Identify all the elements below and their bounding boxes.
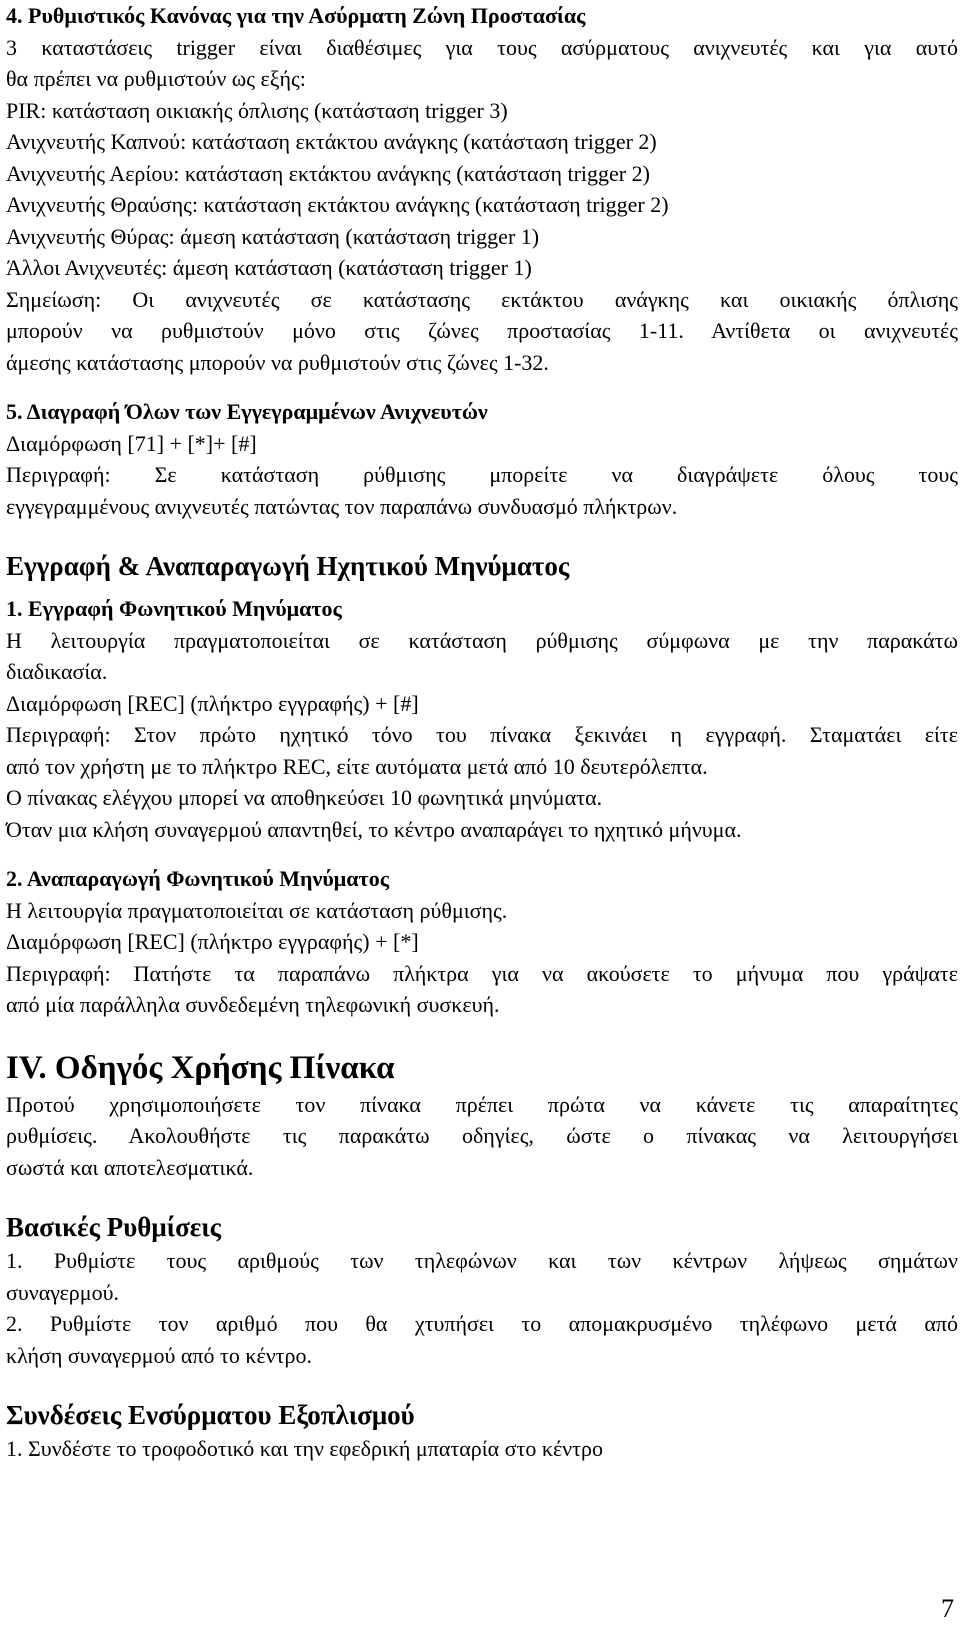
section-4-intro-line-2: θα πρέπει να ρυθμιστούν ως εξής: — [6, 66, 306, 91]
section-5-description-line-1: Περιγραφή: Σε κατάσταση ρύθμισης μπορείτε να διαγράψετε όλους τους — [6, 462, 958, 487]
record-message-line-1: Η λειτουργία πραγματοποιείται σε κατάσταση ρύθμισης σύμφωνα με την παρακάτω — [6, 627, 958, 653]
detector-item-pir: PIR: κατάσταση οικιακής όπλισης (κατάσταση trigger 3) — [6, 97, 508, 123]
record-message-heading: 1. Εγγραφή Φωνητικού Μηνύματος — [6, 596, 342, 621]
record-message-config: Διαμόρφωση [REC] (πλήκτρο εγγραφής) + [#] — [6, 690, 419, 716]
record-message-line-2: διαδικασία. — [6, 659, 108, 684]
playback-message-heading: 2. Αναπαραγωγή Φωνητικού Μηνύματος — [6, 866, 389, 891]
user-guide-line-3: σωστά και αποτελεσματικά. — [6, 1154, 254, 1180]
wired-connections-item-1: 1. Συνδέστε το τροφοδοτικό και την εφεδρική μπαταρία στο κέντρο — [6, 1436, 603, 1461]
detector-item-other: Άλλοι Ανιχνευτές: άμεση κατάσταση (κατάσταση trigger 1) — [6, 255, 532, 280]
wired-connections-heading: Συνδέσεις Ενσύρματου Εξοπλισμού — [6, 1400, 415, 1430]
record-message-description-line-2: από τον χρήστη με το πλήκτρο REC, είτε αυτόματα μετά από 10 δευτερόλεπτα. — [6, 753, 708, 779]
playback-message-config: Διαμόρφωση [REC] (πλήκτρο εγγραφής) + [*] — [6, 929, 419, 954]
basic-settings-item-1-line-1: 1. Ρυθμίστε τους αριθμούς των τηλεφώνων και των κέντρων λήψεως σημάτων — [6, 1248, 958, 1273]
section-4-heading: 4. Ρυθμιστικός Κανόνας για την Ασύρματη Ζώνη Προστασίας — [6, 3, 586, 28]
playback-message-description-line-1: Περιγραφή: Πατήστε τα παραπάνω πλήκτρα για να ακούσετε το μήνυμα που γράψατε — [6, 960, 958, 986]
section-5-heading: 5. Διαγραφή Όλων των Εγγεγραμμένων Ανιχνευτών — [6, 399, 488, 424]
playback-message-description-line-2: από μία παράλληλα συνδεδεμένη τηλεφωνική συσκευή. — [6, 992, 500, 1017]
user-guide-line-1: Προτού χρησιμοποιήσετε τον πίνακα πρέπει πρώτα να κάνετε τις απαραίτητες — [6, 1091, 958, 1117]
section-4-note-line-1: Σημείωση: Οι ανιχνευτές σε κατάστασης εκτάκτου ανάγκης και οικιακής όπλισης — [6, 286, 958, 312]
document-page — [6, 0, 958, 1465]
section-4-intro-line-1: 3 καταστάσεις trigger είναι διαθέσιμες για τους ασύρματους ανιχνευτές και για αυτό — [6, 34, 958, 60]
user-guide-line-2: ρυθμίσεις. Ακολουθήστε τις παρακάτω οδηγίες, ώστε ο πίνακας να λειτουργήσει — [6, 1123, 958, 1148]
record-message-description-line-3: Ο πίνακας ελέγχου μπορεί να αποθηκεύσει 10 φωνητικά μηνύματα. — [6, 785, 603, 810]
detector-item-gas: Ανιχνευτής Αερίου: κατάσταση εκτάκτου ανάγκης (κατάσταση trigger 2) — [6, 160, 650, 186]
basic-settings-item-2-line-1: 2. Ρυθμίστε τον αριθμό που θα χτυπήσει το απομακρυσμένο τηλέφωνο μετά από — [6, 1311, 958, 1336]
section-4-note-line-2: μπορούν να ρυθμιστούν μόνο στις ζώνες προστασίας 1-11. Αντίθετα οι ανιχνευτές — [6, 318, 958, 343]
section-5-description-line-2: εγγεγραμμένους ανιχνευτές πατώντας τον παραπάνω συνδυασμό πλήκτρων. — [6, 493, 678, 519]
section-5-config: Διαμόρφωση [71] + [*]+ [#] — [6, 430, 257, 456]
basic-settings-item-1-line-2: συναγερμού. — [6, 1279, 119, 1305]
record-message-description-line-4: Όταν μια κλήση συναγερμού απαντηθεί, το κέντρο αναπαράγει το ηχητικό μήνυμα. — [6, 816, 742, 842]
section-4-note-line-3: άμεσης κατάστασης μπορούν να ρυθμιστούν στις ζώνες 1-32. — [6, 349, 549, 375]
detector-item-glass-break: Ανιχνευτής Θραύσης: κατάσταση εκτάκτου ανάγκης (κατάσταση trigger 2) — [6, 192, 669, 217]
detector-item-door: Ανιχνευτής Θύρας: άμεση κατάσταση (κατάσταση trigger 1) — [6, 223, 540, 249]
record-message-description-line-1: Περιγραφή: Στον πρώτο ηχητικό τόνο του πίνακα ξεκινάει η εγγραφή. Σταματάει είτε — [6, 722, 958, 747]
recording-heading: Εγγραφή & Αναπαραγωγή Ηχητικού Μηνύματος — [6, 551, 570, 581]
basic-settings-item-2-line-2: κλήση συναγερμού από το κέντρο. — [6, 1342, 312, 1368]
user-guide-heading: IV. Οδηγός Χρήσης Πίνακα — [6, 1049, 395, 1086]
page-number: 7 — [941, 1594, 954, 1623]
basic-settings-heading: Βασικές Ρυθμίσεις — [6, 1212, 222, 1242]
playback-message-line-1: Η λειτουργία πραγματοποιείται σε κατάσταση ρύθμισης. — [6, 897, 508, 923]
detector-item-smoke: Ανιχνευτής Καπνού: κατάσταση εκτάκτου ανάγκης (κατάσταση trigger 2) — [6, 129, 657, 154]
